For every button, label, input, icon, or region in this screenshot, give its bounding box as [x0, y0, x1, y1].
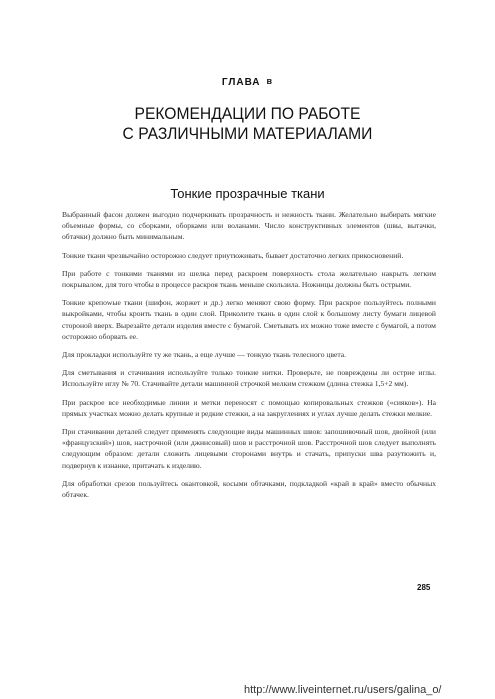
- paragraph: При стачивании деталей следует применять следующие виды машинных швов: запошивочный шов, двойной (или «французский») шов, настрочной (или джинсовый) шов и расстрочной шов. Расстрочной шов следует выполнять следующим образом: детали сложить лицевыми сторонами внутрь и стачать, припуски шва разутюжить и, подвернув к изнанке, притачать к изделию.: [62, 427, 436, 470]
- section-title: Тонкие прозрачные ткани: [170, 186, 325, 201]
- paragraph: При работе с тонкими тканями из шелка перед раскроем поверхность стола желательно накрыть легким покрывалом, для того чтобы в процессе раскроя ткань меньше скользила. Ножницы должны быть острыми.: [62, 268, 436, 290]
- page-number: 285: [417, 583, 431, 592]
- paragraph: При раскрое все необходимые линии и метки переносят с помощью копировальных стежков («сияков»). На прямых участках можно делать крупные и редкие стежки, а на закруглениях и углах лучше делать стежки мелкие.: [62, 397, 436, 418]
- paragraph: Для обработки срезов пользуйтесь окантовкой, косыми обтачками, подкладкой «край в край» вместо обычных обтачек.: [62, 478, 436, 500]
- body-text: [62, 209, 436, 507]
- paragraph: Тонкие крепowые ткани (шифон, жоржет и др.) легко меняют свою форму. При раскрое пользуйтесь полными выкройками, чтобы кроить ткань в один слой. Приколите ткань в один слой к большому листу бумаги лицевой стороной вверх. Вырезайте детали изделия вместе с бумагой. Сметывать их можно тоже вместе с бумагой, а потом осторожно оборвать ее.: [62, 298, 436, 341]
- watermark-url: http://www.liveinternet.ru/users/galina_o/: [244, 684, 442, 696]
- paragraph: Тонкие ткани чрезвычайно осторожно следует приутюживать, бывает достаточно легких прикосновений.: [62, 250, 404, 260]
- paragraph: Выбранный фасон должен выгодно подчеркивать прозрачность и нежность ткани. Желательно выбирать мягкие объемные формы, со сборками, оборками или воланами. Число конструктивных элементов (швы, вытачки, обтачки) должно быть минимальным.: [62, 210, 436, 242]
- chapter-title-line-1: РЕКОМЕНДАЦИИ ПО РАБОТЕ: [134, 104, 361, 123]
- paragraph: Для прокладки используйте ту же ткань, а еще лучше — тонкую ткань телесного цвета.: [62, 350, 347, 360]
- chapter-number: в: [266, 76, 274, 86]
- chapter-label: ГЛАВА: [221, 77, 261, 88]
- paragraph: Для сметывания и стачивания используйте только тонкие нитки. Проверьте, не повреждены ли острие иглы. Используйте иглу № 70. Стачивайте детали машинной строчкой мелким стежком (длина стежка 1,5+2 мм).: [62, 368, 436, 389]
- chapter-title-line-2: С РАЗЛИЧНЫМИ МАТЕРИАЛАМИ: [122, 124, 373, 143]
- chapter-title: [20, 104, 475, 144]
- chapter-heading: [0, 76, 495, 88]
